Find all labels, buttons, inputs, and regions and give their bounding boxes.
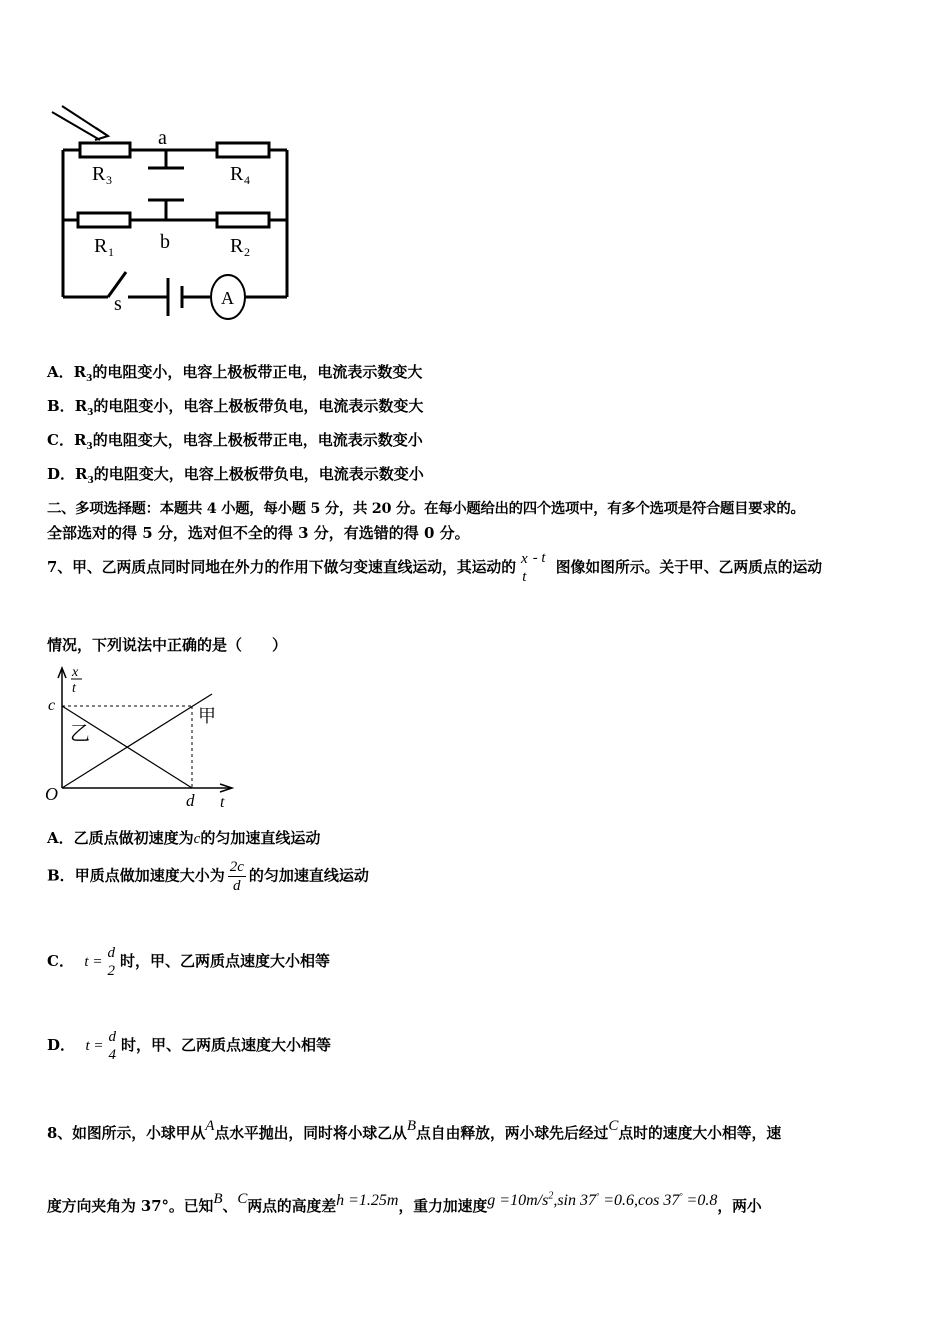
xt-t-graph xyxy=(42,662,242,812)
q7-stem-line1: 7、甲、乙两质点同时同地在外力的作用下做匀变速直线运动，其运动的 x t - t 图像如图所示。关于甲、乙两质点的运动 xyxy=(47,550,823,585)
jia-label: 甲 xyxy=(198,706,216,726)
r3-label: R xyxy=(92,163,106,185)
node-a-label: a xyxy=(158,127,167,149)
resistor-r2 xyxy=(217,213,269,227)
r3-sub: 3 xyxy=(106,173,112,187)
q6-option-b: B．$R_3$的电阻变小，电容上极板带负电，电流表示数变大 xyxy=(47,397,424,418)
q8-stem-line1: 8、如图所示，小球甲从A点水平抛出，同时将小球乙从B点自由释放，两小球先后经过C点时的速度大小相等，速 xyxy=(47,1118,782,1142)
resistor-r1 xyxy=(78,213,130,227)
y-label-den: t xyxy=(72,681,76,696)
r1-label: R xyxy=(94,235,108,257)
origin-label: O xyxy=(45,784,58,804)
resistor-r4 xyxy=(217,143,269,157)
c-label: c xyxy=(48,697,56,714)
ammeter-label: A xyxy=(221,288,234,308)
r4-sub: 4 xyxy=(244,173,250,187)
q8-stem-line2: 度方向夹角为 37°。已知B、C两点的高度差h =1.25m，重力加速度$g =10m/s^2,\sin$ 37° =0.6,cos 37° =0.8，两小 xyxy=(47,1190,762,1215)
switch-label: s xyxy=(114,293,122,315)
resistor-r3 xyxy=(80,143,130,157)
t-label: t xyxy=(220,794,225,811)
circuit-diagram xyxy=(40,100,300,340)
r1-sub: 1 xyxy=(108,245,114,259)
section2-heading-line1: 二、多项选择题：本题共 4 小题，每小题 5 分，共 20 分。在每小题给出的四个选项中，有多个选项是符合题目要求的。 xyxy=(47,500,805,517)
r4-label: R xyxy=(230,163,244,185)
q6-option-a: A．$R_3$的电阻变小，电容上极板带正电，电流表示数变大 xyxy=(47,363,423,384)
q7-option-d: D． t = d 4 时，甲、乙两质点速度大小相等 xyxy=(47,1029,332,1063)
q7-option-a: A．乙质点做初速度为c的匀加速直线运动 xyxy=(47,829,321,847)
d-label: d xyxy=(186,791,195,810)
q6-option-c: C．$R_3$的电阻变大，电容上极板带正电，电流表示数变小 xyxy=(47,431,423,452)
y-label-num: x xyxy=(72,665,79,680)
node-b-label: b xyxy=(160,231,170,253)
q7-option-c: C． t = d 2 时，甲、乙两质点速度大小相等 xyxy=(47,945,330,979)
q6-option-d: D．$R_3$的电阻变大，电容上极板带负电，电流表示数变小 xyxy=(47,465,424,486)
q7-stem-line2: 情况，下列说法中正确的是（ ） xyxy=(47,636,288,654)
r2-label: R xyxy=(230,235,244,257)
yi-label: 乙 xyxy=(70,723,90,745)
section2-heading-line2: 全部选对的得 5 分，选对但不全的得 3 分，有选错的得 0 分。 xyxy=(47,524,470,542)
r2-sub: 2 xyxy=(244,245,250,259)
q7-option-b: B．甲质点做加速度大小为 $\frac{2c}{d}$ 的匀加速直线运动 xyxy=(47,859,369,894)
